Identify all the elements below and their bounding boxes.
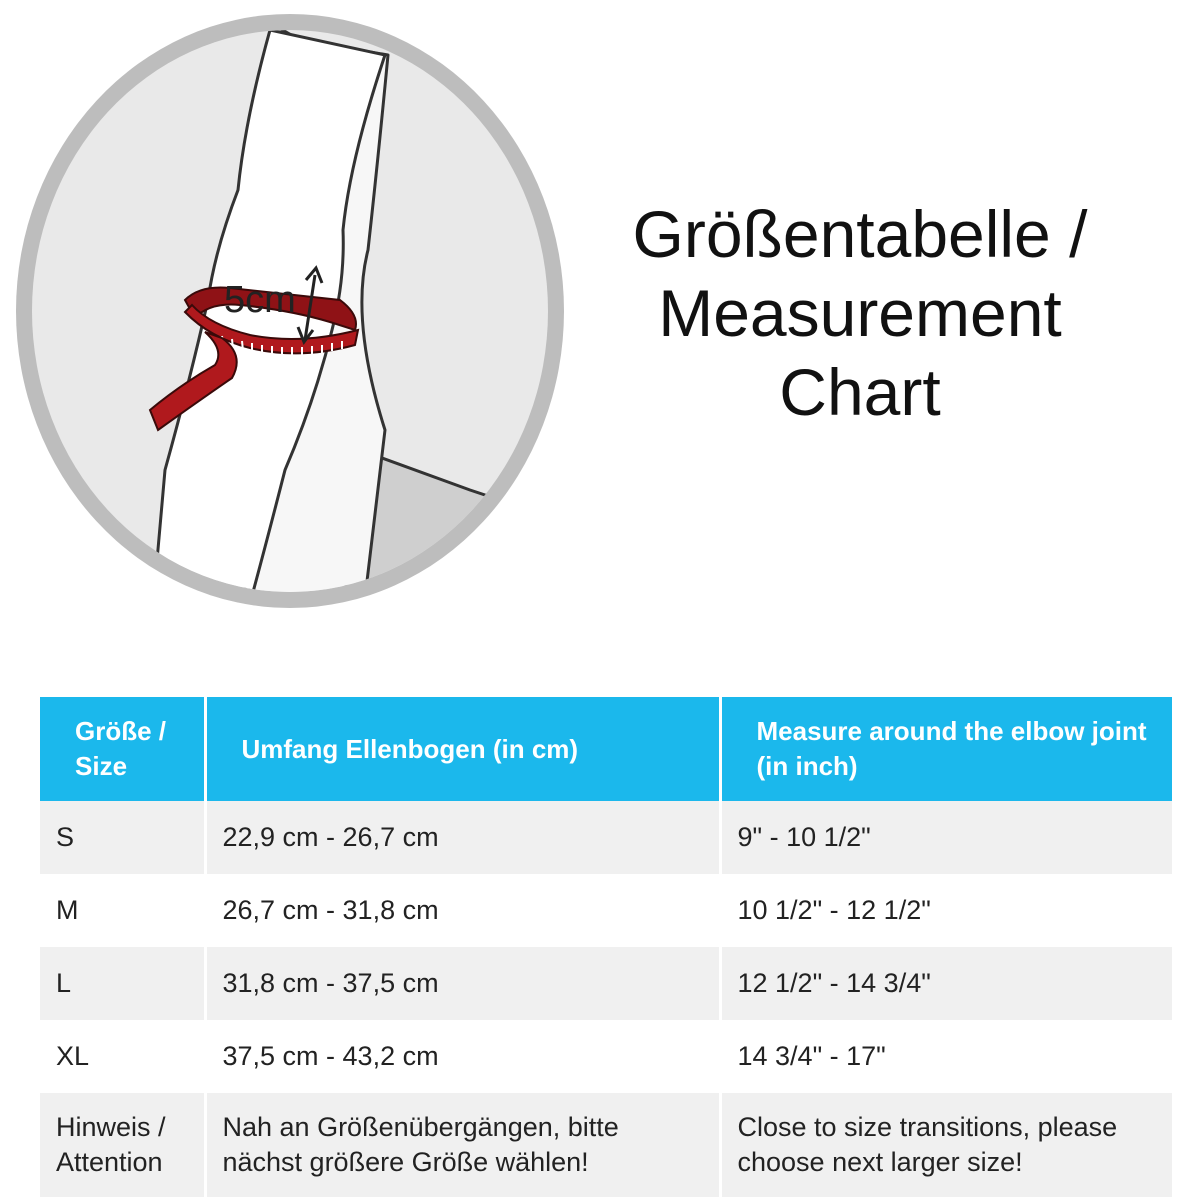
inch-cell: 10 1/2" - 12 1/2" [720, 874, 1172, 947]
attention-row [40, 1093, 1172, 1197]
cm-cell: 22,9 cm - 26,7 cm [205, 801, 720, 874]
elbow-measurement-illustration [0, 0, 600, 640]
attention-text-english: Close to size transitions, please choose next larger size! [720, 1093, 1172, 1197]
table-header-row [40, 697, 1172, 801]
size-table [40, 697, 1172, 1197]
title-line-1: Größentabelle / [632, 197, 1088, 271]
cm-cell: 26,7 cm - 31,8 cm [205, 874, 720, 947]
header-circumference-cm: Umfang Ellenbogen (in cm) [205, 697, 720, 801]
elbow-diagram [0, 0, 600, 640]
attention-text-german: Nah an Größenübergängen, bitte nächst größere Größe wählen! [205, 1093, 720, 1197]
attention-label: Hinweis / Attention [40, 1093, 205, 1197]
table-row [40, 801, 1172, 874]
title-line-3: Chart [779, 355, 941, 429]
size-cell: L [40, 947, 205, 1020]
header-size: Größe / Size [40, 697, 205, 801]
chart-title [600, 195, 1120, 432]
table-row [40, 1020, 1172, 1093]
inch-cell: 14 3/4" - 17" [720, 1020, 1172, 1093]
size-cell: XL [40, 1020, 205, 1093]
cm-cell: 37,5 cm - 43,2 cm [205, 1020, 720, 1093]
inch-cell: 12 1/2" - 14 3/4" [720, 947, 1172, 1020]
inch-cell: 9" - 10 1/2" [720, 801, 1172, 874]
size-cell: M [40, 874, 205, 947]
size-cell: S [40, 801, 205, 874]
cm-cell: 31,8 cm - 37,5 cm [205, 947, 720, 1020]
table-row [40, 874, 1172, 947]
header-circumference-inch: Measure around the elbow joint (in inch) [720, 697, 1172, 801]
measurement-label: 5cm [224, 279, 296, 321]
table-row [40, 947, 1172, 1020]
title-line-2: Measurement [658, 276, 1062, 350]
